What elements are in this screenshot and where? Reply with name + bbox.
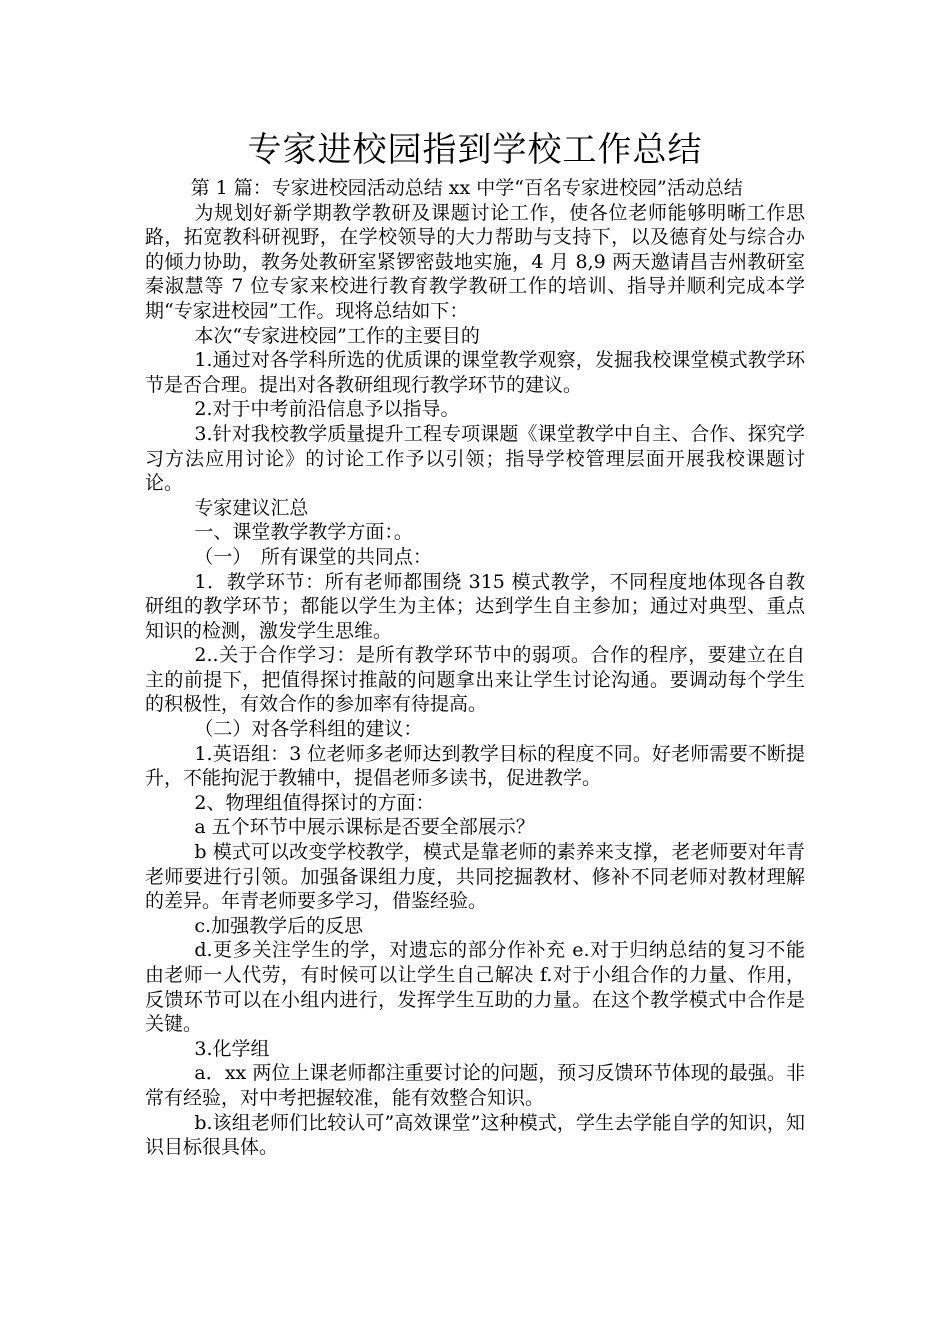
paragraph: a．xx 两位上课老师都注重要讨论的问题，预习反馈环节体现的最强。非常有经验，对中考把握较准，能有效整合知识。 bbox=[145, 1062, 805, 1109]
section-heading: 专家建议汇总 bbox=[194, 496, 309, 519]
section-heading: （一） 所有课堂的共同点： bbox=[194, 545, 432, 568]
paragraph: a 五个环节中展示课标是否要全部展示？ bbox=[194, 816, 535, 839]
paragraph: 3.针对我校教学质量提升工程专项课题《课堂教学中自主、合作、探究学习方法应用讨论》的讨论工作予以引领；指导学校管理层面开展我校课题讨论。 bbox=[145, 422, 805, 495]
paragraph: 2.对于中考前沿信息予以指导。 bbox=[194, 398, 460, 421]
paragraph: d.更多关注学生的学，对遗忘的部分作补充 e.对于归纳总结的复习不能由老师一人代劳，有时候可以让学生自己解决 f.对于小组合作的力量、作用，反馈环节可以在小组内进行，发挥学生互助的力量。在这个教学模式中合作是关键。 bbox=[145, 939, 805, 1036]
paragraph: 2..关于合作学习：是所有教学环节中的弱项。合作的程序，要建立在自主的前提下，把值得探讨推敲的问题拿出来让学生讨论沟通。要调动每个学生的积极性，有效合作的参加率有待提高。 bbox=[145, 644, 805, 716]
section-heading: 2、物理组值得探讨的方面： bbox=[194, 791, 435, 814]
document-page bbox=[145, 128, 805, 1160]
article-heading: 第 1 篇：专家进校园活动总结 xx 中学“百名专家进校园”活动总结 bbox=[190, 177, 743, 199]
paragraph: b 模式可以改变学校教学，模式是靠老师的素养来支撑，老老师要对年青老师要进行引领。加强备课组力度，共同挖掘教材、修补不同老师对教材理解的差异。年青老师要多学习，借鉴经验。 bbox=[145, 841, 805, 913]
paragraph: 1.英语组：3 位老师多老师达到教学目标的程度不同。好老师需要不断提升，不能拘泥于教辅中，提倡老师多读书，促进教学。 bbox=[145, 742, 805, 790]
section-heading: 一、课堂教学教学方面：。 bbox=[194, 521, 413, 544]
paragraph: 1.通过对各学科所选的优质课的课堂教学观察，发掘我校课堂模式教学环节是否合理。提出对各教研组现行教学环节的建议。 bbox=[145, 349, 805, 396]
paragraph: 为规划好新学期教学教研及课题讨论工作，使各位老师能够明晰工作思路，拓宽教科研视野，在学校领导的大力帮助与支持下，以及德育处与综合办的倾力协助，教务处教研室紧锣密鼓地实施，4 月 8,9 两天邀请昌吉州教研室秦淑慧等 7 位专家来校进行教育教学教研工作的培训、指导并顺利完成本学期“专家进校园”工作。现将总结如下： bbox=[145, 201, 805, 322]
paragraph: 本次“专家进校园”工作的主要目的 bbox=[194, 324, 480, 347]
document-title: 专家进校园指到学校工作总结 bbox=[247, 130, 703, 170]
paragraph: 1．教学环节：所有老师都围绕 315 模式教学，不同程度地体现各自教研组的教学环节；都能以学生为主体；达到学生自主参加；通过对典型、重点知识的检测，激发学生思维。 bbox=[145, 570, 805, 642]
paragraph: b.该组老师们比较认可”高效课堂”这种模式，学生去学能自学的知识，知识目标很具体。 bbox=[145, 1111, 805, 1159]
section-heading: （二）对各学科组的建议： bbox=[194, 718, 423, 741]
section-heading: 3.化学组 bbox=[194, 1037, 270, 1060]
paragraph: c.加强教学后的反思 bbox=[194, 914, 364, 937]
